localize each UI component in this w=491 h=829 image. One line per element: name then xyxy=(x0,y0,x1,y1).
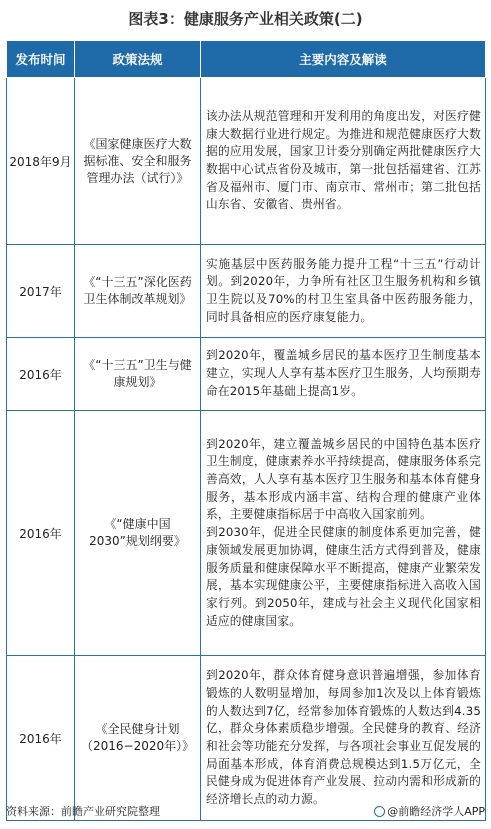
row-content xyxy=(201,656,486,821)
policy-table xyxy=(6,40,486,821)
row-content xyxy=(201,338,486,411)
row-policy: 《“十三五”卫生与健康规划》 xyxy=(75,338,201,411)
table-row xyxy=(7,411,486,656)
row-time: 2018年9月 xyxy=(7,78,75,245)
content-paragraph: 该办法从规范管理和开发利用的角度出发，对医疗健康大数据行业进行规定。为推进和规范健康医疗大数据的应用发展，国家卫计委分别确定两批健康医疗大数据中心试点省份及城市，第一批包括福建省、江苏省及福州市、厦门市、南京市、常州市；第二批包括山东省、安徽省、贵州省。 xyxy=(206,108,481,212)
brand-logo-icon xyxy=(374,806,385,817)
row-policy: 《“健康中国2030”规划纲要》 xyxy=(75,411,201,656)
row-content xyxy=(201,245,486,338)
row-time: 2016年 xyxy=(7,411,75,656)
table-row xyxy=(7,656,486,821)
content-paragraph: 到2020年，群众体育健身意识普遍增强，参加体育锻炼的人数明显增加，每周参加1次及以上体育锻炼的人数达到7亿，经常参加体育锻炼的人数达到4.35亿，群众身体素质稳步增强。全民健身的教育、经济和社会等功能充分发挥，与各项社会事业互促发展的局面基本形成，体育消费总规模达到1.5万亿元，全民健身成为促进体育产业发展、拉动内需和形成新的经济增长点的动力源。 xyxy=(206,668,481,807)
table-row xyxy=(7,338,486,411)
content-paragraph: 实施基层中医药服务能力提升工程“十三五”行动计划。到2020年，力争所有社区卫生服务机构和乡镇卫生院以及70%的村卫生室具备中医药服务能力，同时具备相应的医疗康复能力。 xyxy=(206,256,481,324)
row-time: 2016年 xyxy=(7,656,75,821)
header-policy: 政策法规 xyxy=(75,41,201,78)
page-title: 图表3：健康服务产业相关政策(二) xyxy=(128,10,363,28)
brand-label: @前瞻经济学人APP xyxy=(387,805,485,818)
row-content xyxy=(201,411,486,656)
header-time: 发布时间 xyxy=(7,41,75,78)
content-paragraph: 到2020年，覆盖城乡居民的基本医疗卫生制度基本建立，实现人人享有基本医疗卫生服务，人均预期寿命在2015年基础上提高1岁。 xyxy=(206,348,481,398)
content-paragraph: 到2030年，促进全民健康的制度体系更加完善，健康领域发展更加协调，健康生活方式得到普及，健康服务质量和健康保障水平不断提高，健康产业繁荣发展，基本实现健康公平，主要健康指标进入高收入国家行列。到2050年，建成与社会主义现代化国家相适应的健康国家。 xyxy=(206,525,481,628)
row-policy: 《全民健身计划（2016−2020年）》 xyxy=(75,656,201,821)
table-row xyxy=(7,78,486,245)
row-policy: 《国家健康医疗大数据标准、安全和服务管理办法（试行）》 xyxy=(75,78,201,245)
row-content xyxy=(201,78,486,245)
row-time: 2017年 xyxy=(7,245,75,338)
content-paragraph: 到2020年，建立覆盖城乡居民的中国特色基本医疗卫生制度，健康素养水平持续提高，健康服务体系完善高效，人人享有基本医疗卫生服务和基本体育健身服务，基本形成内涵丰富、结构合理的健康产业体系，主要健康指标居于中高收入国家前列。 xyxy=(206,436,481,522)
source-note: 资料来源：前瞻产业研究院整理 xyxy=(6,805,160,818)
header-content: 主要内容及解读 xyxy=(201,41,486,78)
row-policy: 《“十三五”深化医药卫生体制改革规划》 xyxy=(75,245,201,338)
brand-credit xyxy=(374,803,485,819)
table-row xyxy=(7,245,486,338)
row-time: 2016年 xyxy=(7,338,75,411)
table-header-row xyxy=(7,41,486,78)
